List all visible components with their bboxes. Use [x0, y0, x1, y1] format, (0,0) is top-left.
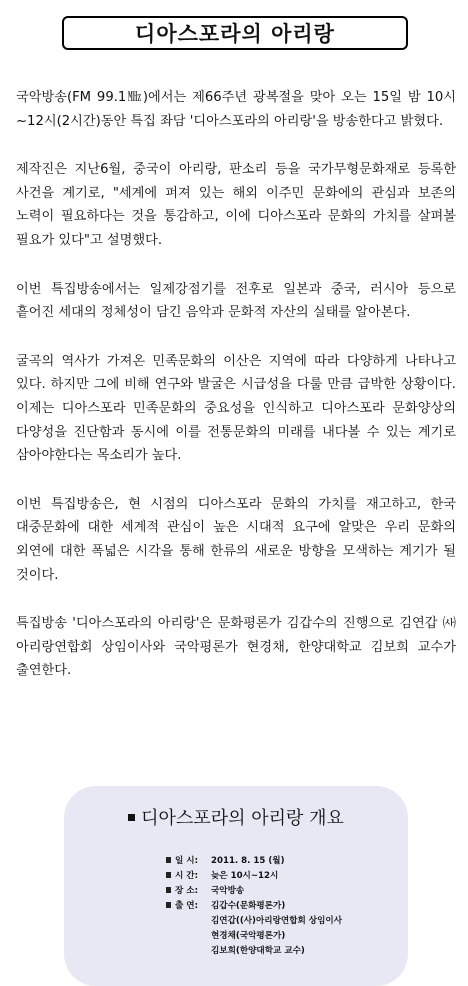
- bullet-icon: [166, 887, 171, 893]
- time-value: 늦은 10시~12시: [211, 870, 279, 881]
- paragraph-2: 제작진은 지난6월, 중국이 아리랑, 판소리 등을 국가무형문화재로 등록한 사건을 계기로, "세계에 퍼져 있는 해외 이주민 문화에의 관심과 보존의 노력이 필요하다는 것을 통감하고, 이에 디아스포라 문화의 가치를 살펴볼 필요가 있다"고 설명했다.: [16, 162, 456, 248]
- paragraph-6: 특집방송 '디아스포라의 아리랑'은 문화평론가 김갑수의 진행으로 김연갑 ㈔아리랑연합회 상임이사와 국악평론가 현경채, 한양대학교 김보희 교수가 출연한다.: [16, 616, 456, 679]
- paragraph-4: 굴곡의 역사가 가져온 민족문화의 이산은 지역에 따라 다양하게 나타나고 있다. 하지만 그에 비해 연구와 발굴은 시급성을 다룰 만큼 급박한 상황이다. 이제는 디아스포라 민족문화의 중요성을 인식하고 디아스포라 문화양상의 다양성을 진단함과 동시에 이를 전통문화의 미래를 내다볼 수 있는 계기로 삼아야한다는 목소리가 높다.: [16, 353, 456, 464]
- summary-title: 디아스포라의 아리랑 개요: [141, 808, 344, 829]
- cast-item: 현경채(국악평론가): [211, 930, 286, 941]
- article-body: [16, 86, 456, 708]
- place-label: 장 소:: [175, 885, 199, 896]
- summary-box: [64, 786, 408, 986]
- summary-details: [166, 852, 408, 957]
- time-label: 시 간:: [175, 870, 199, 881]
- place-value: 국악방송: [211, 885, 245, 896]
- square-bullet-icon: [128, 814, 135, 821]
- cast-label: 출 연:: [175, 900, 199, 911]
- cast-row: [166, 897, 408, 912]
- cast-item: 김보희(한양대학교 교수): [211, 945, 305, 956]
- time-row: [166, 867, 408, 882]
- bullet-icon: [166, 857, 171, 863]
- date-label: 일 시:: [175, 855, 199, 866]
- paragraph-3: 이번 특집방송에서는 일제강점기를 전후로 일본과 중국, 러시아 등으로 흩어진 세대의 정체성이 담긴 음악과 문화적 자산의 실태를 알아본다.: [16, 281, 456, 321]
- date-row: [166, 852, 408, 867]
- cast-item: 김갑수(문화평론가): [211, 900, 286, 911]
- article-title: 디아스포라의 아리랑: [62, 16, 408, 50]
- summary-heading: [64, 804, 408, 830]
- bullet-icon: [166, 902, 171, 908]
- paragraph-1: 국악방송(FM 99.1㎒)에서는 제66주년 광복절을 맞아 오는 15일 밤 10시~12시(2시간)동안 특집 좌담 '디아스포라의 아리랑'을 방송한다고 밝혔다.: [16, 90, 456, 129]
- paragraph-5: 이번 특집방송은, 현 시점의 디아스포라 문화의 가치를 재고하고, 한국 대중문화에 대한 세계적 관심이 높은 시대적 요구에 알맞은 우리 문화의 외연에 대한 폭넓은 시각을 통해 한류의 새로운 방향을 모색하는 계기가 될 것이다.: [16, 496, 456, 583]
- bullet-icon: [166, 872, 171, 878]
- place-row: [166, 882, 408, 897]
- date-value: 2011. 8. 15 (월): [211, 855, 285, 866]
- cast-item: 김연갑((사)아리랑연합회 상임이사: [211, 915, 342, 926]
